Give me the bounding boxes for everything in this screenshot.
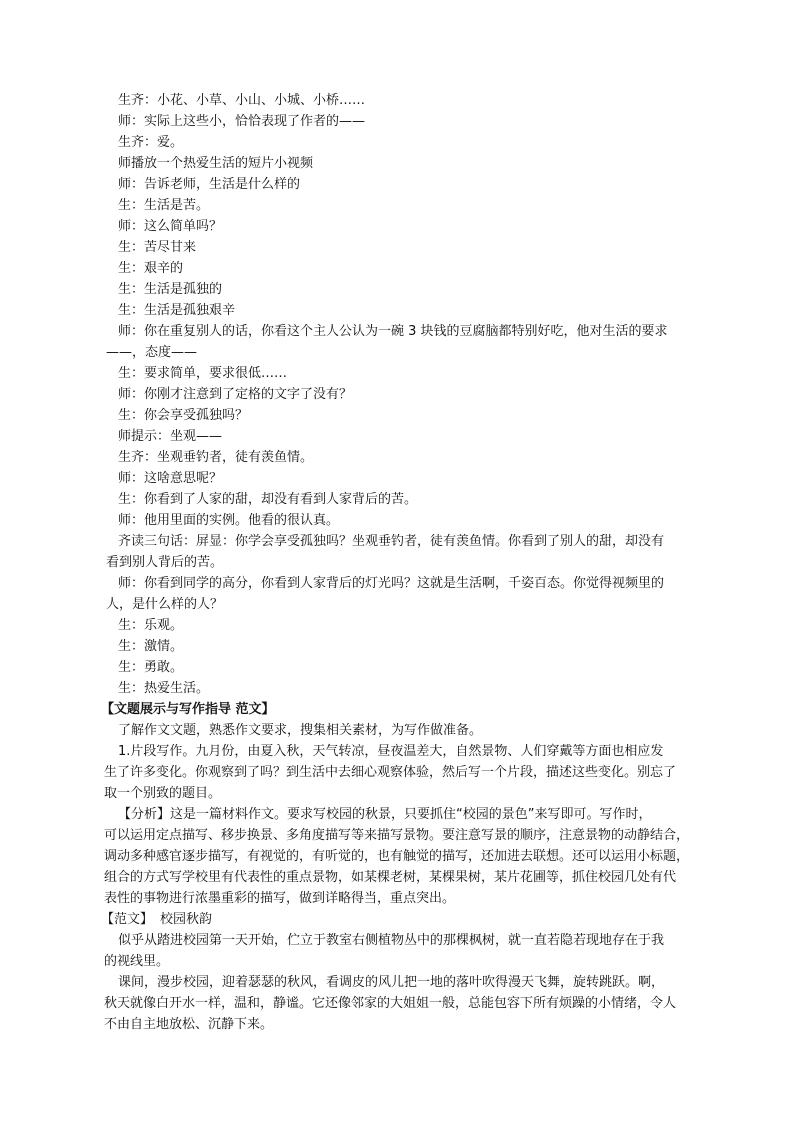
dialogue-line: 生：你看到了人家的甜，却没有看到人家背后的苦。 xyxy=(118,492,418,507)
dialogue-line: 生：艰辛的 xyxy=(118,261,184,276)
essay-line: 的视线里。 xyxy=(104,954,170,969)
body-line: 【分析】这是一篇材料作文。要求写校园的秋景，只要抓住“校园的景色”来写即可。写作时， xyxy=(118,807,652,822)
dialogue-line: 生：生活是孤独艰辛 xyxy=(118,303,236,318)
essay-line: 课间，漫步校园，迎着瑟瑟的秋风，看调皮的风儿把一地的落叶吹得漫天飞舞，旋转跳跃。啊， xyxy=(118,975,665,990)
body-line: 1.片段写作。九月份，由夏入秋，天气转凉，昼夜温差大，自然景物、人们穿戴等方面也相应发 xyxy=(118,744,664,759)
body-line: 表性的事物进行浓墨重彩的描写，做到详略得当，重点突出。 xyxy=(104,891,456,906)
dialogue-line: 人，是什么样的人？ xyxy=(106,597,224,612)
dialogue-line: 生：勇敢。 xyxy=(118,660,184,675)
dialogue-line: 生：激情。 xyxy=(118,639,184,654)
dialogue-line: 师：你看到同学的高分，你看到人家背后的灯光吗？这就是生活啊，千姿百态。你觉得视频里的 xyxy=(118,576,665,591)
dialogue-line: 生：你会享受孤独吗？ xyxy=(118,408,249,423)
body-line: 了解作文文题，熟悉作文要求，搜集相关素材，为写作做准备。 xyxy=(118,723,483,738)
dialogue-line: 师：他用里面的实例。他看的很认真。 xyxy=(118,513,340,528)
essay-line: 似乎从踏进校园第一天开始，伫立于教室右侧植物丛中的那棵枫树，就一直若隐若现地存在于我 xyxy=(118,933,665,948)
dialogue-line: 生齐：爱。 xyxy=(118,135,184,150)
essay-title: 校园秋韵 xyxy=(160,912,213,927)
dialogue-line: 师：这么简单吗？ xyxy=(118,219,223,234)
dialogue-line: 齐读三句话：屏显：你学会享受孤独吗？坐观垂钓者，徒有羡鱼情。你看到了别人的甜，却没有 xyxy=(118,534,665,549)
body-line: 可以运用定点描写、移步换景、多角度描写等来描写景物。要注意写景的顺序，注意景物的动静结合， xyxy=(104,828,690,843)
body-line: 取一个别致的题目。 xyxy=(104,786,222,801)
body-line: 调动多种感官逐步描写，有视觉的，有听觉的，也有触觉的描写，还加进去联想。还可以运用小标题， xyxy=(104,849,690,864)
dialogue-line: ——，态度—— xyxy=(106,345,198,360)
dialogue-line: 生：生活是苦。 xyxy=(118,198,210,213)
dialogue-line: 师：这啥意思呢？ xyxy=(118,471,223,486)
dialogue-line: 生齐：坐观垂钓者，徒有羡鱼情。 xyxy=(118,450,314,465)
dialogue-line: 生：热爱生活。 xyxy=(118,681,210,696)
dialogue-line: 师：你在重复别人的话，你看这个主人公认为一碗 3 块钱的豆腐脑都特别好吃，他对生活的要求 xyxy=(118,324,668,339)
essay-label: 【范文】 xyxy=(101,912,154,927)
dialogue-line: 生：生活是孤独的 xyxy=(118,282,223,297)
dialogue-line: 生：要求简单，要求很低…… xyxy=(118,366,288,381)
dialogue-line: 师：告诉老师，生活是什么样的 xyxy=(118,177,301,192)
body-line: 组合的方式写学校里有代表性的重点景物，如某棵老树，某棵果树，某片花圃等，抓住校园几处有代 xyxy=(104,870,677,885)
body-line: 生了许多变化。你观察到了吗？到生活中去细心观察体验，然后写一个片段，描述这些变化。别忘了 xyxy=(104,765,677,780)
dialogue-line: 看到别人背后的苦。 xyxy=(106,555,224,570)
essay-line: 秋天就像白开水一样，温和，静谧。它还像邻家的大姐姐一般，总能包容下所有烦躁的小情绪，令人 xyxy=(104,996,677,1011)
section-heading: 【文题展示与写作指导 范文】 xyxy=(101,702,275,717)
dialogue-line: 师播放一个热爱生活的短片小视频 xyxy=(118,156,314,171)
dialogue-line: 师：你刚才注意到了定格的文字了没有？ xyxy=(118,387,353,402)
dialogue-line: 生：苦尽甘来 xyxy=(118,240,197,255)
dialogue-line: 生：乐观。 xyxy=(118,618,184,633)
dialogue-line: 师：实际上这些小，恰恰表现了作者的—— xyxy=(118,114,366,129)
essay-line: 不由自主地放松、沉静下来。 xyxy=(104,1017,274,1032)
dialogue-line: 师提示：坐观—— xyxy=(118,429,223,444)
dialogue-line: 生齐：小花、小草、小山、小城、小桥…… xyxy=(118,93,366,108)
